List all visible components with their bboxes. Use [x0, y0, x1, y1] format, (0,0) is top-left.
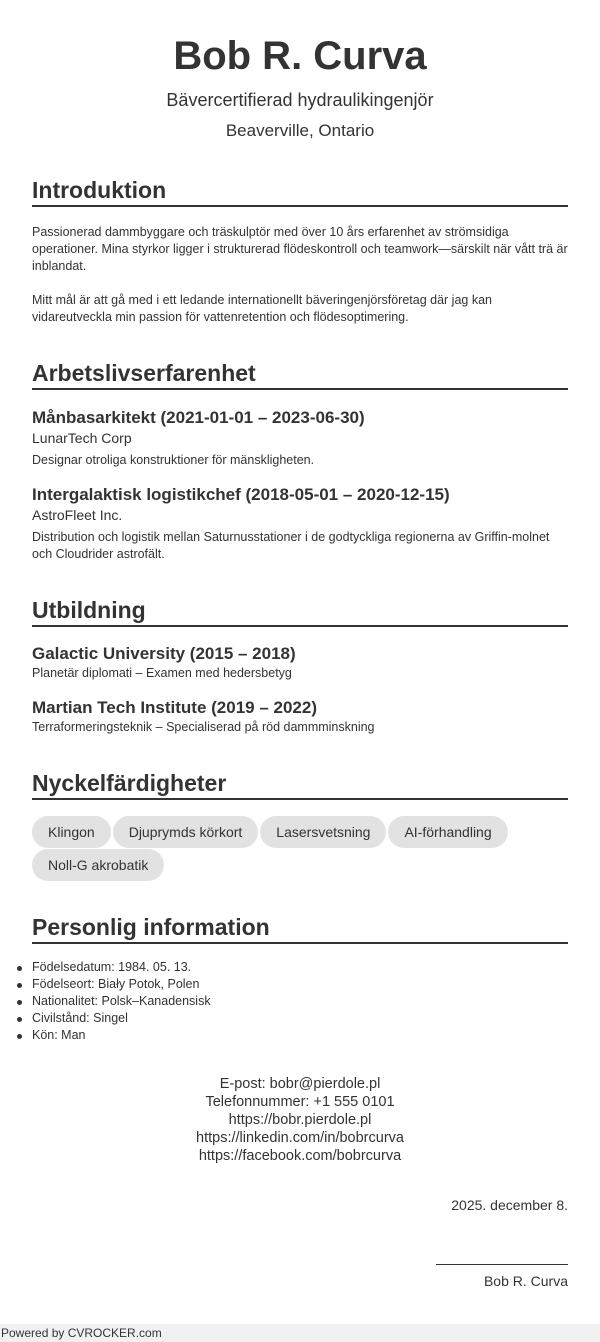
contact-block: [32, 1075, 568, 1165]
personal-heading: Personlig information: [32, 913, 568, 944]
skill-chip: Lasersvetsning: [260, 816, 386, 848]
skill-chip: Djuprymds körkort: [113, 816, 259, 848]
skill-chip: AI-förhandling: [388, 816, 507, 848]
education-entry: [32, 643, 568, 682]
job-company: AstroFleet Inc.: [32, 507, 123, 523]
candidate-name: Bob R. Curva: [173, 34, 427, 78]
job-title: Månbasarkitekt (2021-01-01 – 2023-06-30): [32, 408, 365, 427]
signature-date: 2025. december 8.: [451, 1197, 568, 1213]
skills-heading: Nyckelfärdigheter: [32, 769, 568, 800]
education-title: Galactic University (2015 – 2018): [32, 644, 296, 663]
contact-facebook: https://facebook.com/bobrcurva: [198, 1148, 402, 1164]
candidate-location: Beaverville, Ontario: [225, 121, 375, 140]
job-description: Designar otroliga konstruktioner för mänskligheten.: [32, 453, 315, 467]
candidate-title: Bävercertifierad hydraulikingenjör: [166, 90, 434, 110]
skill-chip: Klingon: [32, 816, 111, 848]
job-description: Distribution och logistik mellan Saturnusstationer i de godtyckliga regionerna av Griffin-molnet och Cloudrider astrofält.: [32, 530, 550, 561]
intro-paragraph: Mitt mål är att gå med i ett ledande internationellt bäveringenjörsföretag där jag kan vidareutveckla min passion för vattenretention och flödesoptimering.: [32, 293, 492, 324]
cv-header: [32, 0, 568, 142]
contact-phone: Telefonnummer: +1 555 0101: [205, 1094, 395, 1110]
work-heading: Arbetslivserfarenhet: [32, 359, 568, 390]
education-description: Terraformeringsteknik – Specialiserad på röd dammminskning: [32, 720, 375, 734]
work-section: [32, 359, 568, 563]
powered-by-footer: Powered by CVROCKER.com: [1, 1326, 162, 1340]
signature-name: Bob R. Curva: [483, 1273, 568, 1289]
education-section: [32, 596, 568, 736]
personal-info-item: Civilstånd: Singel: [32, 1010, 568, 1027]
personal-info-item: Nationalitet: Polsk–Kanadensisk: [32, 993, 568, 1010]
contact-linkedin: https://linkedin.com/in/bobrcurva: [196, 1130, 404, 1146]
contact-website: https://bobr.pierdole.pl: [228, 1112, 372, 1128]
job-entry: [32, 484, 568, 563]
job-company: LunarTech Corp: [32, 430, 132, 446]
contact-email: E-post: bobr@pierdole.pl: [219, 1076, 381, 1092]
personal-section: [32, 913, 568, 1044]
personal-info-item: Kön: Man: [32, 1027, 568, 1044]
signature-line: [436, 1264, 568, 1265]
education-title: Martian Tech Institute (2019 – 2022): [32, 698, 318, 717]
personal-info-list: [32, 959, 568, 1044]
education-description: Planetär diplomati – Examen med hedersbetyg: [32, 666, 292, 680]
education-heading: Utbildning: [32, 596, 568, 627]
personal-info-item: Födelseort: Biały Potok, Polen: [32, 976, 568, 993]
intro-section: [32, 176, 568, 326]
intro-heading: Introduktion: [32, 176, 568, 207]
skills-section: [32, 769, 568, 881]
job-entry: [32, 407, 568, 469]
skill-chip: Noll-G akrobatik: [32, 849, 164, 881]
personal-info-item: Födelsedatum: 1984. 05. 13.: [32, 959, 568, 976]
intro-paragraph: Passionerad dammbyggare och träskulptör med över 10 års erfarenhet av strömsidiga operationer. Mina styrkor ligger i strukturerad flödeskontroll och teamwork—särskilt när vått trä är inblandat.: [32, 225, 568, 273]
skills-list: [32, 816, 568, 881]
job-title: Intergalaktisk logistikchef (2018-05-01 – 2020-12-15): [32, 485, 450, 504]
education-entry: [32, 697, 568, 736]
